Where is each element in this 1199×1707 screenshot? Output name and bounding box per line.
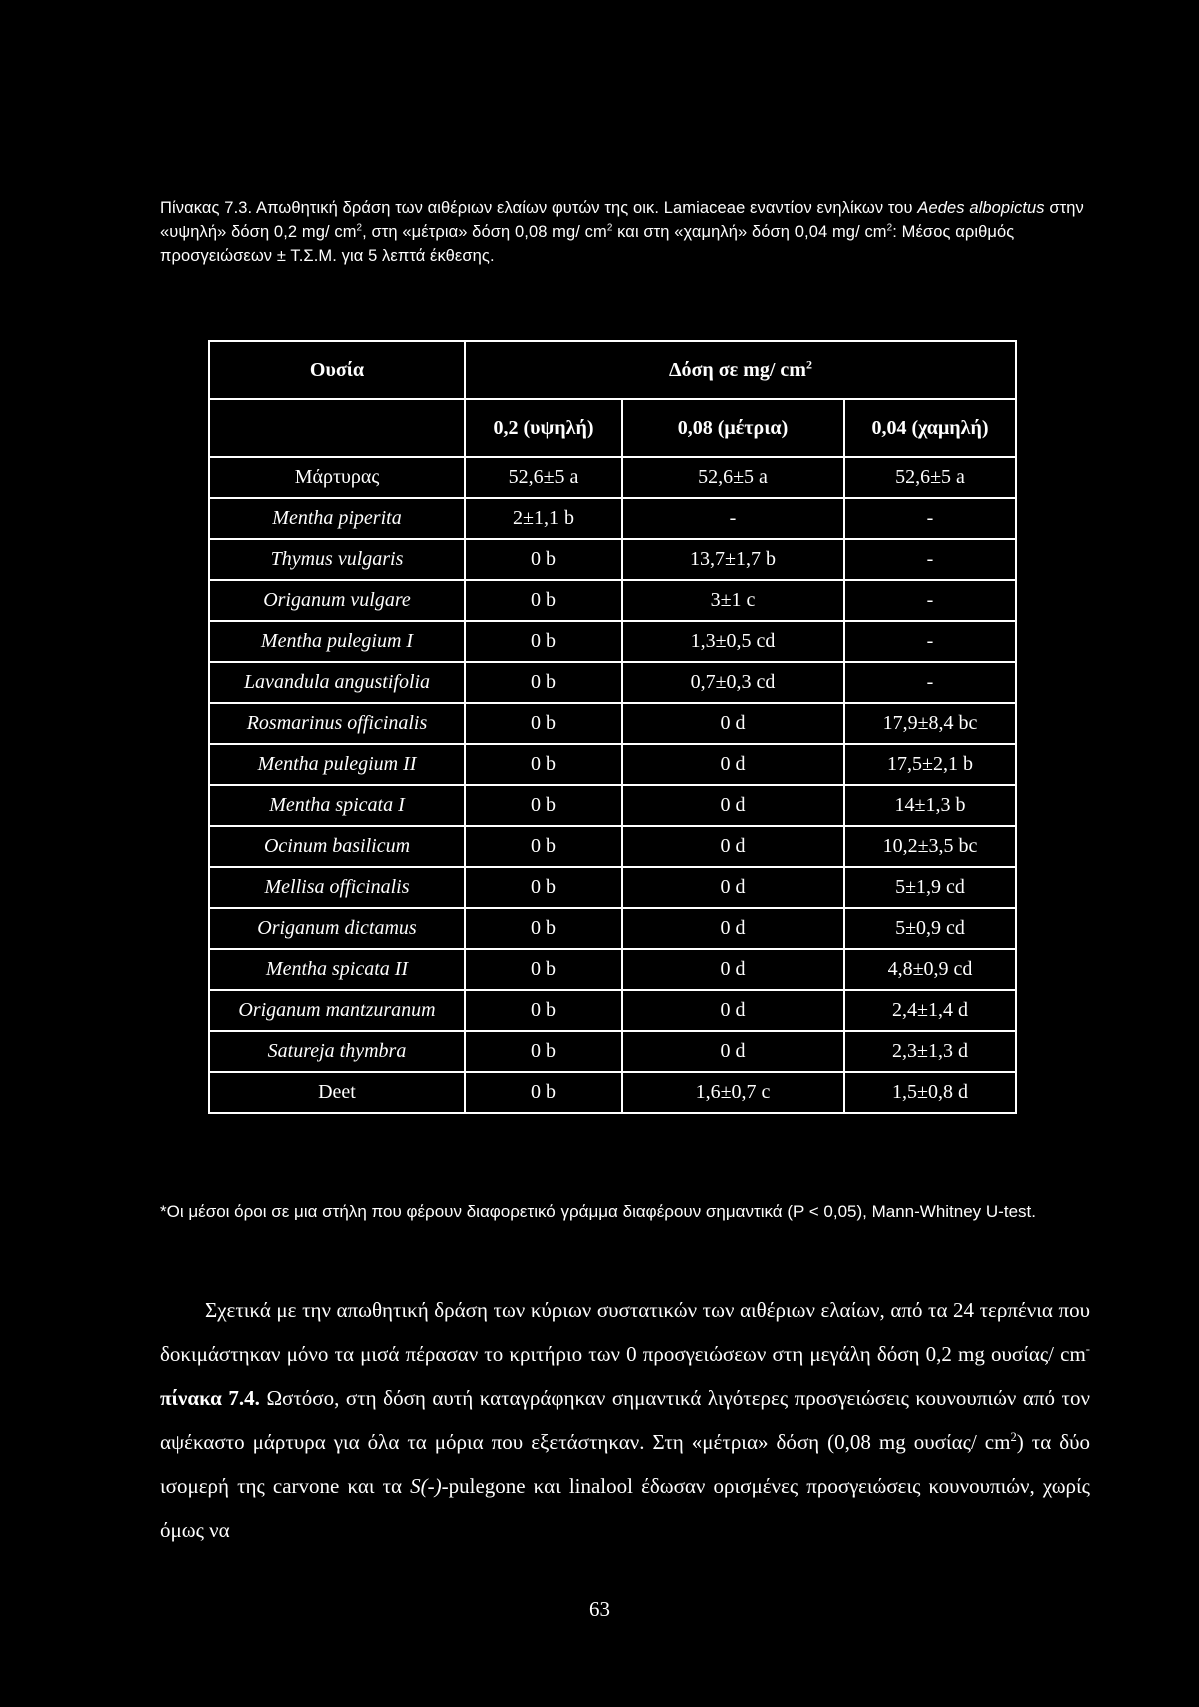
value-high: 52,6±5 a <box>465 457 622 498</box>
value-low: 4,8±0,9 cd <box>844 949 1016 990</box>
table-reference: πίνακα 7.4. <box>160 1386 260 1410</box>
header-dose-medium: 0,08 (μέτρια) <box>622 399 844 457</box>
table-row <box>209 990 1016 1031</box>
value-medium: 0 d <box>622 990 844 1031</box>
substance-name: Mentha pulegium I <box>209 621 465 662</box>
header-dose-high: 0,2 (υψηλή) <box>465 399 622 457</box>
value-medium: 0 d <box>622 744 844 785</box>
header-substance: Ουσία <box>209 341 465 399</box>
value-medium: 0 d <box>622 826 844 867</box>
value-low: 10,2±3,5 bc <box>844 826 1016 867</box>
table-row <box>209 498 1016 539</box>
header-dose-low: 0,04 (χαμηλή) <box>844 399 1016 457</box>
value-medium: - <box>622 498 844 539</box>
table-header-row <box>209 341 1016 399</box>
value-medium: 1,3±0,5 cd <box>622 621 844 662</box>
page-number: 63 <box>589 1597 610 1621</box>
value-medium: 3±1 c <box>622 580 844 621</box>
table-row <box>209 662 1016 703</box>
value-low: - <box>844 580 1016 621</box>
value-medium: 1,6±0,7 c <box>622 1072 844 1113</box>
value-high: 0 b <box>465 908 622 949</box>
substance-name: Lavandula angustifolia <box>209 662 465 703</box>
substance-name: Mentha spicata I <box>209 785 465 826</box>
table-subheader-row <box>209 399 1016 457</box>
substance-name: Origanum dictamus <box>209 908 465 949</box>
repellency-table <box>208 340 1017 1114</box>
value-low: - <box>844 539 1016 580</box>
caption-sup: 2 <box>886 222 893 234</box>
value-high: 2±1,1 b <box>465 498 622 539</box>
value-high: 0 b <box>465 785 622 826</box>
substance-name: Mentha pulegium II <box>209 744 465 785</box>
value-high: 0 b <box>465 1072 622 1113</box>
value-medium: 0 d <box>622 908 844 949</box>
table-row <box>209 908 1016 949</box>
table-caption <box>160 196 1090 268</box>
value-medium: 0 d <box>622 703 844 744</box>
caption-sup: 2 <box>606 222 613 234</box>
substance-name: Satureja thymbra <box>209 1031 465 1072</box>
table-row <box>209 457 1016 498</box>
value-low: 14±1,3 b <box>844 785 1016 826</box>
table-row <box>209 867 1016 908</box>
value-low: 5±1,9 cd <box>844 867 1016 908</box>
substance-name: Rosmarinus officinalis <box>209 703 465 744</box>
value-low: - <box>844 662 1016 703</box>
caption-text: Πίνακας 7.3. Απωθητική δράση των αιθέριων ελαίων φυτών της οικ. Lamiaceae εναντίον ενηλίκων του <box>160 199 918 217</box>
table-row <box>209 744 1016 785</box>
header-dose: Δόση σε mg/ $cm^2$ <box>465 341 1016 399</box>
table-row <box>209 580 1016 621</box>
substance-name: Mentha spicata II <box>209 949 465 990</box>
value-medium: 0 d <box>622 1031 844 1072</box>
substance-name: Thymus vulgaris <box>209 539 465 580</box>
table-row <box>209 621 1016 662</box>
header-empty-cell <box>209 399 465 457</box>
value-medium: 0,7±0,3 cd <box>622 662 844 703</box>
table-row <box>209 1031 1016 1072</box>
value-low: 1,5±0,8 d <box>844 1072 1016 1113</box>
value-low: - <box>844 498 1016 539</box>
caption-species: Aedes albopictus <box>917 199 1045 217</box>
value-medium: 0 d <box>622 785 844 826</box>
substance-name: Origanum mantzuranum <box>209 990 465 1031</box>
substance-name: Deet <box>209 1072 465 1113</box>
value-high: 0 b <box>465 867 622 908</box>
substance-name: Origanum vulgare <box>209 580 465 621</box>
value-high: 0 b <box>465 1031 622 1072</box>
table-row <box>209 703 1016 744</box>
caption-text: : Μέσος αριθμός προσγειώσεων ± Τ.Σ.Μ. για 5 λεπτά έκθεσης. <box>160 223 1015 265</box>
caption-text: , στη «μέτρια» δόση 0,08 mg/ cm <box>362 223 607 241</box>
table-row <box>209 785 1016 826</box>
substance-name: Mellisa officinalis <box>209 867 465 908</box>
table-row <box>209 539 1016 580</box>
table-row <box>209 949 1016 990</box>
table-row <box>209 1072 1016 1113</box>
value-low: - <box>844 621 1016 662</box>
value-high: 0 b <box>465 949 622 990</box>
value-high: 0 b <box>465 990 622 1031</box>
caption-text: στην «υψηλή» δόση 0,2 mg/ cm <box>160 199 1084 241</box>
table-body <box>209 457 1016 1113</box>
value-medium: 0 d <box>622 867 844 908</box>
value-high: 0 b <box>465 539 622 580</box>
value-low: 17,9±8,4 bc <box>844 703 1016 744</box>
value-high: 0 b <box>465 703 622 744</box>
value-medium: 52,6±5 a <box>622 457 844 498</box>
value-low: 2,4±1,4 d <box>844 990 1016 1031</box>
substance-name: Mentha piperita <box>209 498 465 539</box>
value-high: 0 b <box>465 662 622 703</box>
value-low: 2,3±1,3 d <box>844 1031 1016 1072</box>
value-high: 0 b <box>465 621 622 662</box>
body-paragraph: Σχετικά με την απωθητική δράση των κύριων συστατικών των αιθέριων ελαίων, από τα 24 τερπένια που δοκιμάστηκαν μόνο τα μισά πέρασαν το κριτήριο των 0 προσγειώσεων στη μεγάλη δόση 0,2 mg ουσίας/ cm- πίνακα 7.4. Ωστόσο, στη δόση αυτή καταγράφηκαν σημαντικά λιγότερες προσγειώσεις κουνουπιών από τον αψέκαστο μάρτυρα για όλα τα μόρια που εξετάστηκαν. Στη «μέτρια» δόση (0,08 mg ουσίας/ $cm^2$) τα δύο ισομερή της carvone και τα S(-)-pulegone και linalool έδωσαν ορισμένες προσγειώσεις κουνουπιών, χωρίς όμως να <box>160 1298 1090 1542</box>
footnote: *Οι μέσοι όροι σε μια στήλη που φέρουν διαφορετικό γράμμα διαφέρουν σημαντικά (P < 0,05), Mann-Whitney U-test. <box>160 1202 1036 1221</box>
substance-name: Ocinum basilicum <box>209 826 465 867</box>
value-low: 52,6±5 a <box>844 457 1016 498</box>
value-medium: 13,7±1,7 b <box>622 539 844 580</box>
table-row <box>209 826 1016 867</box>
caption-text: και στη «χαμηλή» δόση 0,04 mg/ cm <box>612 223 887 241</box>
value-medium: 0 d <box>622 949 844 990</box>
caption-sup: 2 <box>356 222 363 234</box>
value-high: 0 b <box>465 580 622 621</box>
value-low: 17,5±2,1 b <box>844 744 1016 785</box>
substance-name: Μάρτυρας <box>209 457 465 498</box>
value-high: 0 b <box>465 744 622 785</box>
value-high: 0 b <box>465 826 622 867</box>
value-low: 5±0,9 cd <box>844 908 1016 949</box>
